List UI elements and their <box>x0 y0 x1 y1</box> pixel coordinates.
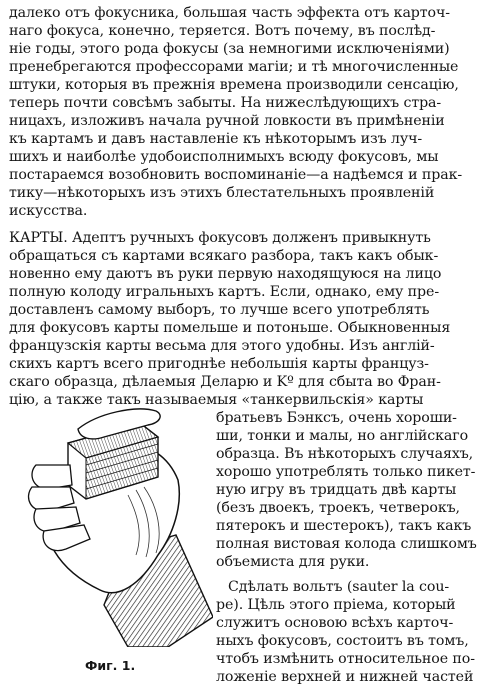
text-line: ныхъ фокусовъ, состоитъ въ томъ, <box>216 633 469 649</box>
text-line: КАРТЫ. Адептъ ручныхъ фокусовъ долженъ привыкнуть <box>9 230 431 246</box>
text-line: къ картамъ и давъ наставленіе къ нѣкоторымъ изъ луч- <box>9 131 423 147</box>
text-line: pe). Цѣль этого пріема, который <box>216 597 456 613</box>
text-line: тику—нѣкоторыхъ изъ этихъ блестательныхъ проявленій <box>9 185 435 201</box>
text-line: полная вистовая колода слишкомъ <box>216 536 477 552</box>
text-line: Сдѣлать вольтъ (sauter la cou- <box>228 579 450 595</box>
text-line: хорошо употреблять только пикет- <box>216 464 476 480</box>
figure-caption: Фиг. 1. <box>85 658 136 673</box>
text-line: скихъ картъ всего пригоднѣе небольшія карты француз- <box>9 356 429 372</box>
text-line: полную колоду игральныхъ картъ. Если, однако, ему пре- <box>9 284 440 300</box>
text-line: служитъ основою всѣхъ карточ- <box>216 615 454 631</box>
hand-illustration-svg <box>8 385 213 647</box>
text-line: чтобъ измѣнить относительное по- <box>216 651 475 667</box>
text-line: скаго образца, дѣлаемыя Деларю и Kº для сбыта во Фран- <box>9 374 441 390</box>
text-line: обращаться съ картами всякаго разбора, такъ какъ обык- <box>9 248 439 264</box>
text-line: постараемся возобновить воспоминаніе—а надѣемся и прак- <box>9 167 463 183</box>
text-line: искусства. <box>9 203 88 219</box>
text-line: (безъ двоекъ, троекъ, четверокъ, <box>216 500 460 516</box>
text-line: объемиста для руки. <box>216 554 370 570</box>
text-line: новенно ему даютъ въ руки первую находящуюся на лицо <box>9 266 442 282</box>
text-line: далеко отъ фокусника, большая часть эффекта отъ карточ- <box>9 5 450 21</box>
text-line: ную игру въ тридцать двѣ карты <box>216 482 457 498</box>
finger-shape <box>32 465 72 489</box>
text-line: братьевъ Бэнксъ, очень хороши- <box>216 410 457 426</box>
text-line: французскія карты весьма для этого удобны. Изъ англій- <box>9 338 435 354</box>
text-line: ложеніе верхней и нижней частей <box>216 669 474 685</box>
text-line: ніе годы, этого рода фокусы (за немногими исключеніями) <box>9 41 450 57</box>
hand-holding-cards-illustration <box>8 385 213 647</box>
text-line: образца. Въ нѣкоторыхъ случаяхъ, <box>216 446 474 462</box>
text-line: теперь почти совсѣмъ забыты. На нижеслѣдующихъ стра- <box>9 95 442 111</box>
text-line: ши, тонки и малы, но англійскаго <box>216 428 469 444</box>
text-line: пятерокъ и шестерокъ), такъ какъ <box>216 518 472 534</box>
text-line: пренебрегаются профессорами магіи; и тѣ многочисленные <box>9 59 459 75</box>
text-line: цію, а также такъ называемыя «танкервильскія» карты <box>9 392 424 408</box>
text-line: штуки, которыя въ прежнія времена производили сенсацію, <box>9 77 459 93</box>
text-line: доставленъ самому выборъ, то лучше всего употреблять <box>9 302 430 318</box>
text-line: ницахъ, изложивъ начала ручной ловкости въ примѣненіи <box>9 113 445 129</box>
text-line: шихъ и наиболѣе удобоисполнимыхъ всюду фокусовъ, мы <box>9 149 439 165</box>
text-line: наго фокуса, конечно, теряется. Вотъ почему, въ послѣд- <box>9 23 436 39</box>
text-line: для фокусовъ карты помельше и потоньше. Обыкновенныя <box>9 320 451 336</box>
